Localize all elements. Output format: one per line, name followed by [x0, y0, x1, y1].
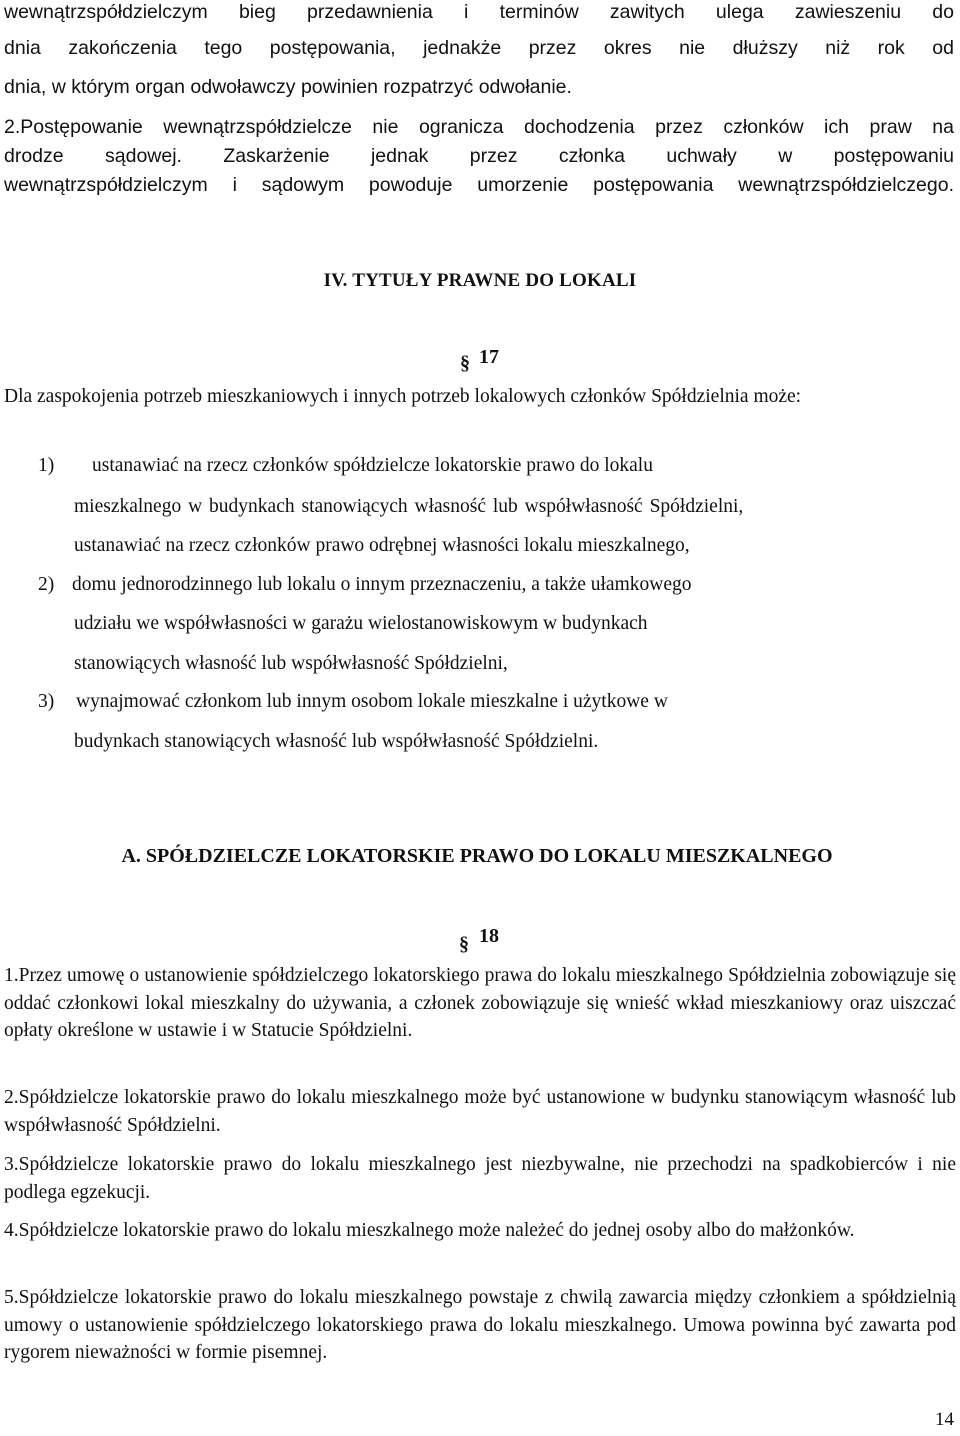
paragraph-17-intro: Dla zaspokojenia potrzeb mieszkaniowych i innych potrzeb lokalowych członków Spółdzielnia może: — [4, 386, 802, 407]
paragraph-18-sign — [459, 933, 469, 956]
paragraph-18-point-4: 4.Spółdzielcze lokatorskie prawo do lokalu mieszkalnego może należeć do jednej osoby albo do małżonków. — [4, 1220, 855, 1241]
top-paragraph-line-5: drodze sądowej. Zaskarżenie jednak przez członka uchwały w postępowaniu — [4, 145, 954, 167]
paragraph-18-point-3: 3.Spółdzielcze lokatorskie prawo do lokalu mieszkalnego jest niezbywalne, nie przechodzi na spadkobierców i nie podlega egzekucji. — [4, 1154, 956, 1203]
top-paragraph-line-3: dnia, w którym organ odwoławczy powinien rozpatrzyć odwołanie. — [4, 76, 572, 98]
list-item-1-line-3: ustanawiać na rzecz członków prawo odrębnej własności lokalu mieszkalnego, — [74, 535, 690, 556]
list-item-2-line-3: stanowiących własność lub współwłasność Spółdzielni, — [74, 653, 508, 674]
paragraph-18-point-2: 2.Spółdzielcze lokatorskie prawo do lokalu mieszkalnego może być ustanowione w budynku stanowiącym własność lub współwłasność Spółdzielni. — [4, 1087, 956, 1136]
list-item-3-line-1: wynajmować członkom lub innym osobom lokale mieszkalne i użytkowe w — [76, 691, 668, 712]
section-iv-heading: IV. TYTUŁY PRAWNE DO LOKALI — [323, 270, 637, 291]
list-item-2-number: 2) — [38, 574, 55, 595]
section-sign-icon: § — [460, 352, 470, 374]
section-a-heading: A. SPÓŁDZIELCZE LOKATORSKIE PRAWO DO LOKALU MIESZKALNEGO — [121, 845, 833, 867]
list-item-2-line-2: udziału we współwłasności w garażu wielostanowiskowym w budynkach — [74, 613, 648, 634]
page-number: 14 — [935, 1409, 954, 1430]
paragraph-17-sign — [460, 352, 470, 375]
list-item-1-line-2: mieszkalnego w budynkach stanowiących własność lub współwłasność Spółdzielni, — [74, 496, 744, 517]
list-item-1-number: 1) — [38, 455, 55, 476]
list-item-3-number: 3) — [38, 691, 55, 712]
section-sign-icon: § — [459, 933, 469, 955]
paragraph-17-number: 17 — [479, 346, 499, 368]
top-paragraph-line-4: 2.Postępowanie wewnątrzspółdzielcze nie ogranicza dochodzenia przez członków ich praw na — [4, 116, 954, 138]
paragraph-18-point-1: 1.Przez umowę o ustanowienie spółdzielczego lokatorskiego prawa do lokalu mieszkalnego Spółdzielnia zobowiązuje się oddać członkowi lokal mieszkalny do używania, a członek zobowiązuje się wnieść wkład mieszkaniowy oraz uiszczać opłaty określone w ustawie i w Statucie Spółdzielni. — [4, 965, 956, 1041]
paragraph-18-number: 18 — [479, 925, 499, 947]
top-paragraph-line-6: wewnątrzspółdzielczym i sądowym powoduje umorzenie postępowania wewnątrzspółdzielczego. — [4, 174, 954, 196]
top-paragraph-line-2: dnia zakończenia tego postępowania, jednakże przez okres nie dłuższy niż rok od — [4, 37, 954, 59]
top-paragraph-line-1: wewnątrzspółdzielczym bieg przedawnienia i terminów zawitych ulega zawieszeniu do — [4, 1, 954, 23]
paragraph-18-point-5: 5.Spółdzielcze lokatorskie prawo do lokalu mieszkalnego powstaje z chwilą zawarcia między członkiem a spółdzielnią umowy o ustanowienie spółdzielczego lokatorskiego prawa do lokalu mieszkalnego. Umowa powinna być zawarta pod rygorem nieważności w formie pisemnej. — [4, 1287, 956, 1363]
list-item-1-line-1: ustanawiać na rzecz członków spółdzielcze lokatorskie prawo do lokalu — [92, 455, 653, 476]
list-item-2-line-1: domu jednorodzinnego lub lokalu o innym przeznaczeniu, a także ułamkowego — [72, 574, 692, 595]
list-item-3-line-2: budynkach stanowiących własność lub współwłasność Spółdzielni. — [74, 731, 599, 752]
